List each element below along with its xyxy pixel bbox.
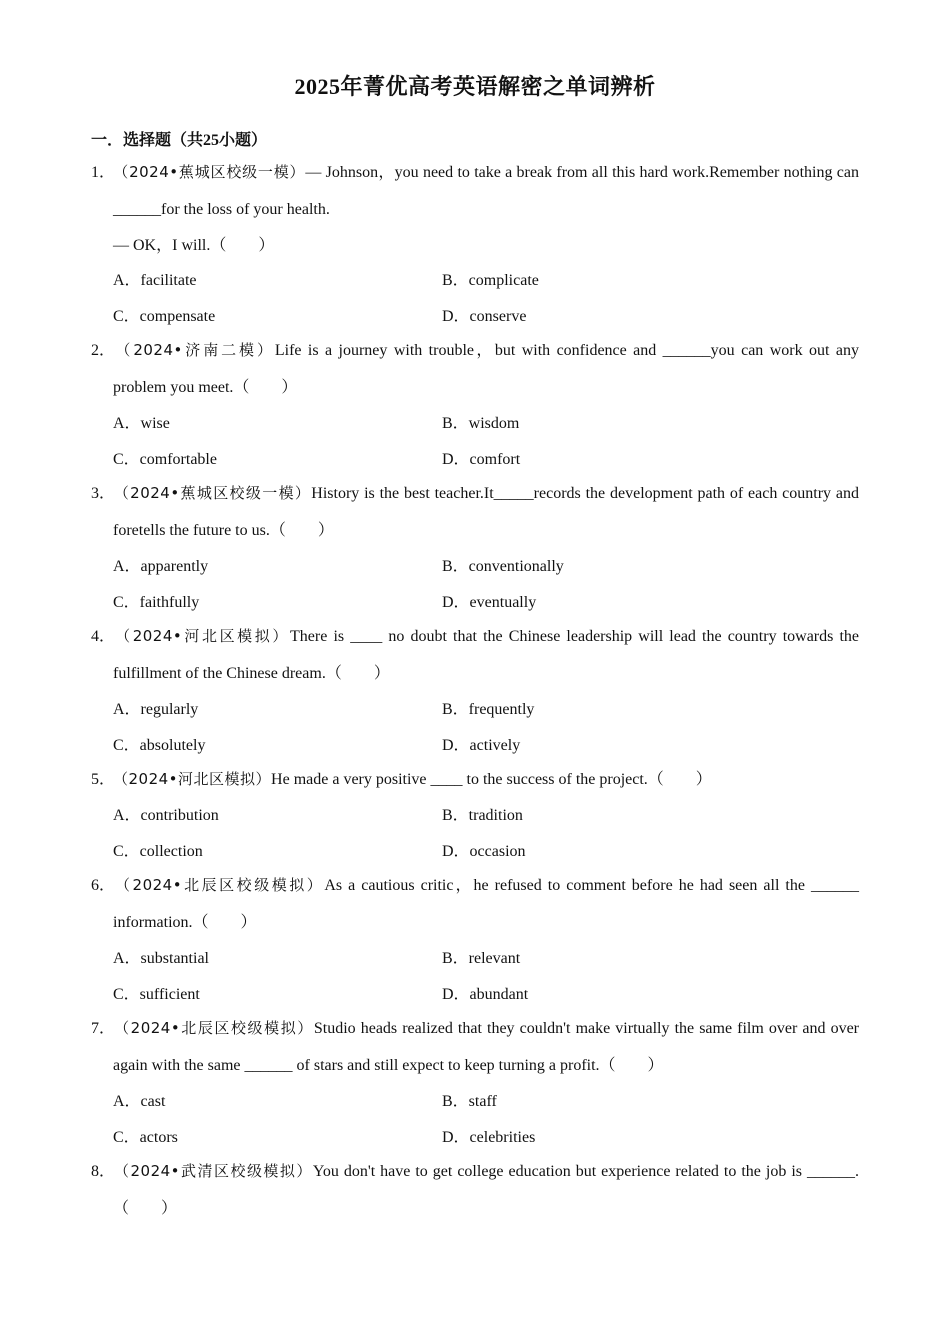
option-c[interactable]: C．absolutely <box>113 737 206 754</box>
option-c[interactable]: C．compensate <box>113 308 216 325</box>
question-5 <box>91 761 859 870</box>
option-d[interactable]: D．conserve <box>442 308 527 325</box>
question-source: （2024•北辰区校级模拟） <box>113 876 325 894</box>
question-number: 3． <box>91 485 116 502</box>
question-reply: — OK，I will.（ ） <box>113 237 275 254</box>
option-b[interactable]: B．conventionally <box>442 558 564 575</box>
question-stem <box>91 1010 859 1084</box>
question-text: History is the best teacher.It_____records the development path of each country and foretells the future to us.（ ） <box>113 485 859 539</box>
question-number: 6． <box>91 877 116 894</box>
option-b[interactable]: B．complicate <box>442 272 539 289</box>
option-a[interactable]: A．apparently <box>113 558 209 575</box>
question-2 <box>91 332 859 478</box>
question-text: Life is a journey with trouble，but with confidence and ______you can work out any problem you meet.（ ） <box>113 342 859 396</box>
option-c[interactable]: C．comfortable <box>113 451 217 468</box>
question-stem <box>91 475 859 549</box>
option-a[interactable]: A．contribution <box>113 807 219 824</box>
option-c[interactable]: C．sufficient <box>113 986 200 1003</box>
option-d[interactable]: D．abundant <box>442 986 529 1003</box>
option-d[interactable]: D．occasion <box>442 843 526 860</box>
question-stem <box>91 332 859 406</box>
question-source: （2024•河北区模拟） <box>113 627 291 645</box>
question-8 <box>91 1153 859 1227</box>
option-b[interactable]: B．wisdom <box>442 415 520 432</box>
question-source: （2024•河北区模拟） <box>113 770 272 788</box>
question-6 <box>91 867 859 1013</box>
question-number: 5． <box>91 771 116 788</box>
options-grid <box>91 549 859 621</box>
question-number: 1． <box>91 164 116 181</box>
question-3 <box>91 475 859 621</box>
option-a[interactable]: A．regularly <box>113 701 199 718</box>
option-d[interactable]: D．actively <box>442 737 521 754</box>
question-number: 2． <box>91 342 116 359</box>
option-b[interactable]: B．relevant <box>442 950 521 967</box>
option-d[interactable]: D．comfort <box>442 451 521 468</box>
option-c[interactable]: C．collection <box>113 843 203 860</box>
question-stem <box>91 761 859 798</box>
question-number: 4． <box>91 628 116 645</box>
options-grid <box>91 406 859 478</box>
options-grid <box>91 263 859 335</box>
option-c[interactable]: C．faithfully <box>113 594 200 611</box>
question-4 <box>91 618 859 764</box>
option-b[interactable]: B．staff <box>442 1093 497 1110</box>
option-b[interactable]: B．tradition <box>442 807 523 824</box>
question-7 <box>91 1010 859 1156</box>
option-d[interactable]: D．eventually <box>442 594 537 611</box>
question-text: He made a very positive ____ to the success of the project.（ ） <box>271 771 712 788</box>
question-text: Studio heads realized that they couldn't make virtually the same film over and over again with the same ______ of stars and still expect to keep turning a profit.（ ） <box>113 1020 859 1074</box>
section-heading: 一．选择题（共25小题） <box>91 132 268 149</box>
option-d[interactable]: D．celebrities <box>442 1129 536 1146</box>
question-source: （2024•蕉城区校级一模） <box>113 484 312 502</box>
question-text: There is ____ no doubt that the Chinese leadership will lead the country towards the fulfillment of the Chinese dream.（ ） <box>113 628 860 682</box>
question-source: （2024•北辰区校级模拟） <box>113 1019 314 1037</box>
question-stem <box>91 867 859 941</box>
question-source: （2024•济南二模） <box>113 341 275 359</box>
options-grid <box>91 692 859 764</box>
question-stem <box>91 618 859 692</box>
question-text: — Johnson，you need to take a break from all this hard work.Remember nothing can ______for the loss of your health. <box>113 164 859 218</box>
question-1 <box>91 154 859 335</box>
options-grid <box>91 1084 859 1156</box>
question-stem <box>91 154 859 228</box>
options-grid <box>91 798 859 870</box>
question-number: 7． <box>91 1020 116 1037</box>
option-b[interactable]: B．frequently <box>442 701 535 718</box>
option-a[interactable]: A．wise <box>113 415 170 432</box>
page-title: 2025年菁优高考英语解密之单词辨析 <box>294 74 656 99</box>
option-a[interactable]: A．cast <box>113 1093 166 1110</box>
option-c[interactable]: C．actors <box>113 1129 178 1146</box>
question-number: 8． <box>91 1163 116 1180</box>
question-source: （2024•武清区校级模拟） <box>113 1162 313 1180</box>
options-grid <box>91 941 859 1013</box>
question-text: You don't have to get college education but experience related to the job is ______.（ ） <box>113 1163 859 1217</box>
question-stem <box>91 1153 859 1227</box>
option-a[interactable]: A．substantial <box>113 950 209 967</box>
question-source: （2024•蕉城区校级一模） <box>113 163 306 181</box>
option-a[interactable]: A．facilitate <box>113 272 197 289</box>
question-text: As a cautious critic，he refused to comment before he had seen all the ______ information.（ ） <box>113 877 859 931</box>
